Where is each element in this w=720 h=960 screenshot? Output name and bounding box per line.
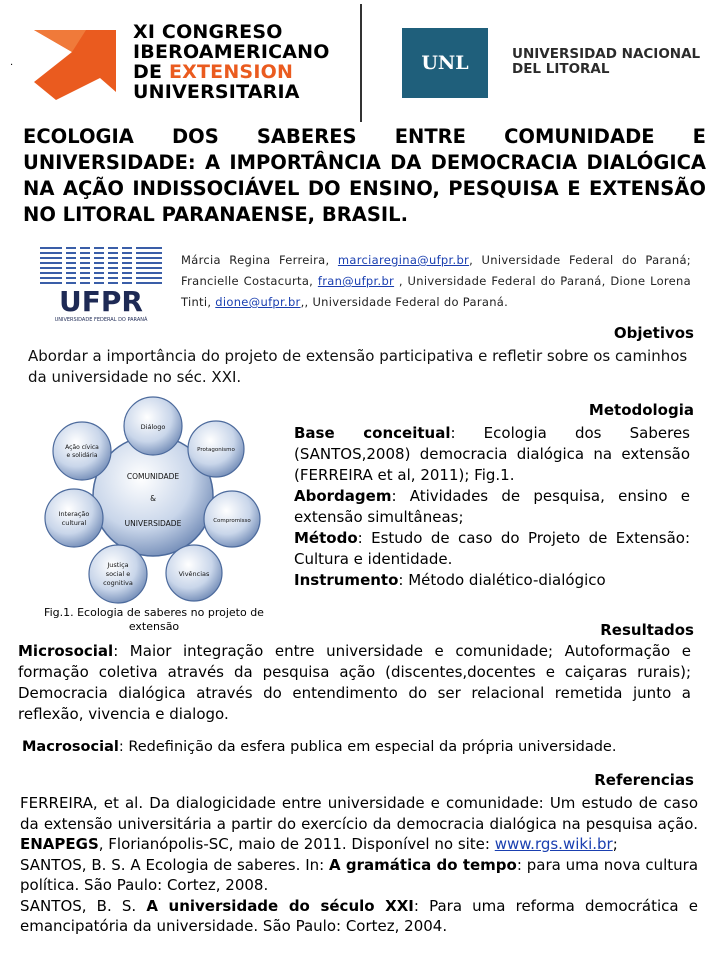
- congress-line-2: IBEROAMERICANO: [133, 41, 330, 63]
- node-justica-label-2: social e: [105, 570, 131, 578]
- node-interacao-label-2: cultural: [61, 519, 87, 527]
- ref1-link[interactable]: www.rgs.wiki.br: [494, 835, 613, 853]
- ref2-bold: A gramática do tempo: [329, 855, 517, 874]
- macro-text: : Redefinição da esfera publica em especial da própria universidade.: [118, 739, 617, 755]
- unl-name-line-2: DEL LITORAL: [512, 61, 610, 77]
- stray-dot: .: [10, 57, 14, 68]
- author-1-email-link[interactable]: marciaregina@ufpr.br: [337, 253, 470, 267]
- metodologia-abordagem: [294, 486, 690, 528]
- abordagem-text: : Atividades de pesquisa, ensino e extensão simultâneas;: [294, 487, 690, 526]
- ref1-text: FERREIRA, et al. Da dialogicidade entre universidade e comunidade: Um estudo de caso da extensão universitária a partir do exercício da democracia dialógica na pesquisa ação.: [20, 794, 698, 833]
- metodologia-instrumento: [294, 570, 690, 591]
- base-label: Base conceitual: [294, 424, 451, 442]
- ref3-bold: A universidade do século XXI: [146, 896, 414, 915]
- node-interacao: [45, 489, 103, 547]
- ufpr-logo: [40, 243, 162, 323]
- center-label-2: &: [150, 494, 156, 503]
- node-protagonismo-label: Protagonismo: [197, 447, 235, 453]
- metodologia-base: [294, 423, 690, 486]
- figure-caption: Fig.1. Ecologia de saberes no projeto de extensão: [44, 606, 264, 633]
- node-vivencias-label: Vivências: [178, 570, 210, 578]
- congress-de: DE: [133, 61, 169, 83]
- congress-arrow-logo: [26, 30, 116, 100]
- node-compromisso-label: Compromisso: [213, 518, 251, 524]
- metodo-label: Método: [294, 529, 358, 547]
- resultados-macrosocial: [22, 737, 702, 757]
- ref1-after: , Florianópolis-SC, maio de 2011. Disponível no site:: [98, 835, 495, 853]
- center-label-3: UNIVERSIDADE: [124, 519, 182, 528]
- node-dialogo-label: Diálogo: [140, 423, 166, 431]
- header-divider: [360, 4, 362, 122]
- congress-extension: EXTENSION: [168, 61, 294, 83]
- ref3-text: SANTOS, B. S.: [20, 896, 147, 915]
- reference-3: [20, 896, 698, 937]
- node-acao: [53, 422, 111, 480]
- congress-line-1: XI CONGRESO: [133, 21, 283, 43]
- node-interacao-label-1: Interação: [58, 510, 90, 518]
- reference-1: [20, 793, 698, 855]
- node-justica-label-3: cognitiva: [103, 579, 133, 587]
- ecology-diagram: [38, 396, 268, 616]
- micro-label: Microsocial: [18, 642, 114, 660]
- author-2-institution: , Universidade Federal do Paraná, Dione Lorena Tinti,: [181, 274, 691, 309]
- congress-line-3: [133, 62, 330, 82]
- referencias-heading: Referencias: [594, 771, 694, 789]
- author-1-institution: , Universidade Federal do Paraná; Francielle Costacurta,: [181, 253, 691, 288]
- instrumento-label: Instrumento: [294, 571, 399, 589]
- ufpr-logo-subtext: UNIVERSIDADE FEDERAL DO PARANÁ: [54, 317, 148, 323]
- center-label-1: COMUNIDADE: [126, 472, 180, 481]
- ufpr-logo-text: UFPR: [59, 285, 143, 318]
- ref2-after: : para uma nova cultura política. São Paulo: Cortez, 2008.: [20, 855, 699, 894]
- macro-label: Macrosocial: [22, 739, 119, 755]
- ref2-text: SANTOS, B. S. A Ecologia de saberes. In:: [20, 855, 330, 874]
- unl-name: [512, 47, 700, 77]
- author-3-email-link[interactable]: dione@ufpr.br: [215, 295, 301, 309]
- author-1-name: Márcia Regina Ferreira,: [181, 253, 338, 267]
- ref1-bold: ENAPEGS: [20, 835, 99, 853]
- author-3-institution: ,, Universidade Federal do Paraná.: [300, 295, 509, 309]
- metodologia-heading: Metodologia: [588, 401, 694, 419]
- base-text: : Ecologia dos Saberes (SANTOS,2008) democracia dialógica na extensão (FERREIRA et al, 2011); Fig.1.: [294, 424, 690, 484]
- congress-line-4: UNIVERSITARIA: [133, 81, 300, 103]
- resultados-microsocial: [18, 641, 691, 725]
- ref3-after: : Para uma reforma democrática e emancipatória da universidade. São Paulo: Cortez, 2004.: [20, 896, 698, 935]
- referencias-body: [20, 793, 698, 937]
- micro-text: : Maior integração entre universidade e comunidade; Autoformação e formação coletiva através da pesquisa ação (discentes,docentes e caiçaras rurais); Democracia dialógica através do entendimento do ser relacional remetida junto a reflexão, vivencia e dialogo.: [18, 642, 691, 723]
- resultados-heading: Resultados: [600, 621, 694, 639]
- metodologia-body: [294, 423, 690, 591]
- unl-name-line-1: UNIVERSIDAD NACIONAL: [512, 46, 701, 62]
- authors-block: [181, 250, 691, 313]
- objetivos-heading: Objetivos: [613, 324, 694, 342]
- instrumento-text: : Método dialético-dialógico: [398, 571, 606, 589]
- metodologia-metodo: [294, 528, 690, 570]
- unl-logo: UNL: [402, 28, 488, 98]
- author-2-email-link[interactable]: fran@ufpr.br: [317, 274, 395, 288]
- node-acao-label-2: e solidária: [66, 452, 98, 459]
- congress-name: [133, 22, 330, 102]
- ref1-end: ;: [612, 835, 618, 853]
- node-justica-label-1: Justiça: [107, 561, 129, 569]
- abordagem-label: Abordagem: [294, 487, 392, 505]
- metodo-text: : Estudo de caso do Projeto de Extensão: Cultura e identidade.: [294, 529, 690, 568]
- node-acao-label-1: Ação cívica: [65, 444, 99, 451]
- poster-title: ECOLOGIA DOS SABERES ENTRE COMUNIDADE E UNIVERSIDADE: A IMPORTÂNCIA DA DEMOCRACIA DIALÓGICA NA AÇÃO INDISSOCIÁVEL DO ENSINO, PESQUISA E EXTENSÃO NO LITORAL PARANAENSE, BRASIL.: [23, 125, 706, 226]
- reference-2: [20, 855, 698, 896]
- objetivos-text: Abordar a importância do projeto de extensão participativa e refletir sobre os caminhos da universidade no séc. XXI.: [28, 347, 688, 386]
